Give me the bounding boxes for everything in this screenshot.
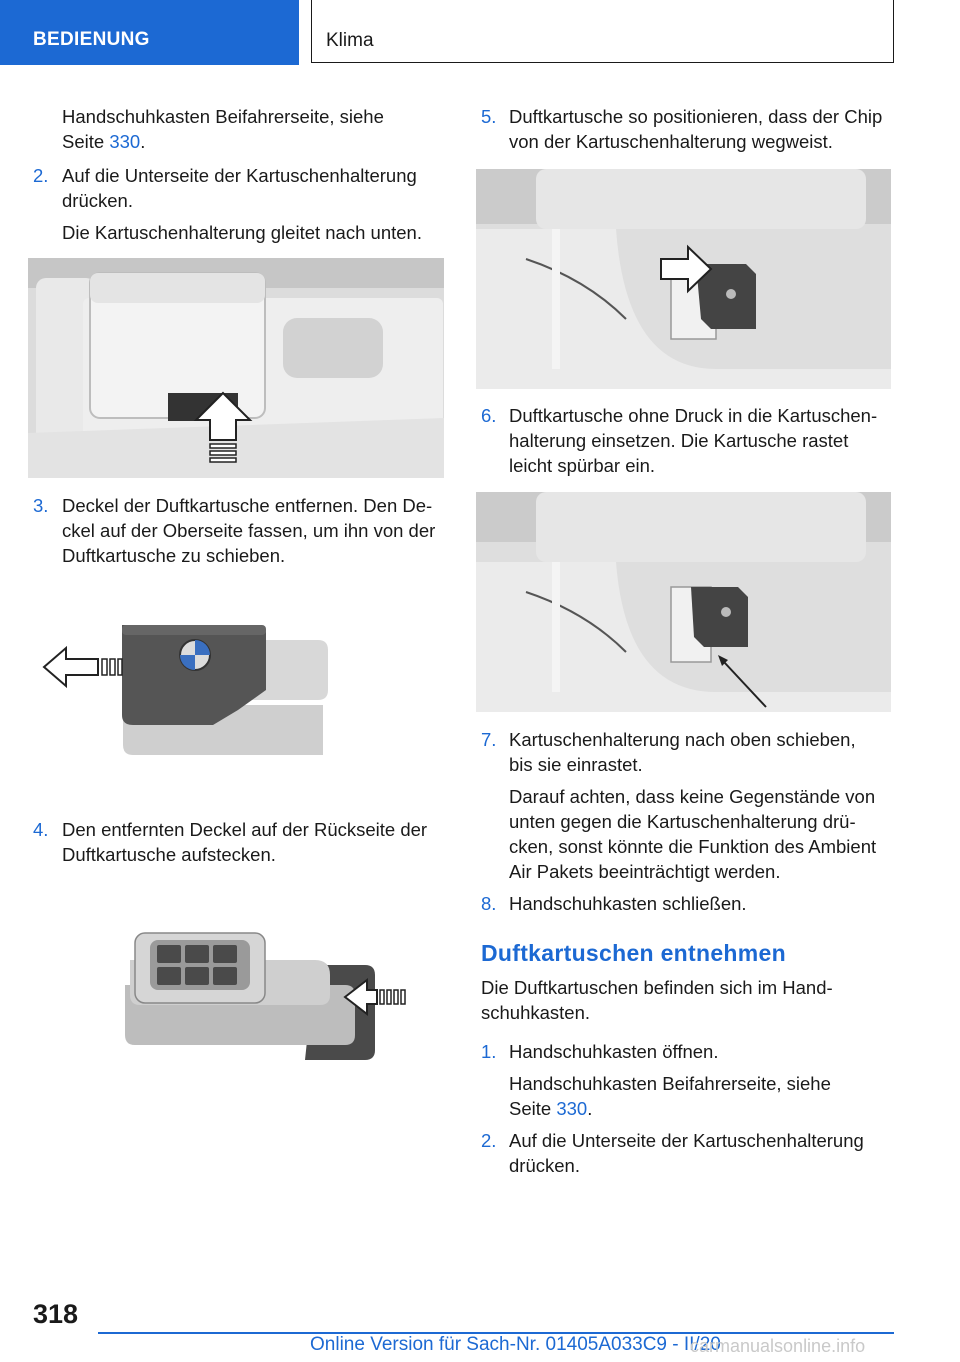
step-r1-sub-line-1: Handschuhkasten Beifahrerseite, siehe xyxy=(509,1073,831,1094)
step-2-result: Die Kartuschenhalterung gleitet nach unten. xyxy=(62,222,422,243)
step-number-4: 4. xyxy=(33,819,49,840)
step-5-line-1: Duftkartusche so positionieren, dass der Chip xyxy=(509,106,883,127)
online-version-text: Online Version für Sach-Nr. 01405A033C9 - II/20 xyxy=(310,1334,721,1355)
page-number: 318 xyxy=(33,1299,79,1329)
figure-attach-lid xyxy=(115,925,420,1065)
figure-holder-press-up xyxy=(28,258,444,478)
section-title: BEDIENUNG xyxy=(33,29,150,50)
step-3-line-1: Deckel der Duftkartusche entfernen. Den De- xyxy=(62,495,433,516)
intro-line-2: Seite 330. xyxy=(62,131,146,152)
step-6-line-3: leicht spürbar ein. xyxy=(509,455,656,476)
figure-remove-lid xyxy=(38,615,338,765)
figure-position-cartridge xyxy=(476,169,891,389)
step-2-line-2: drücken. xyxy=(62,190,133,211)
intro-paragraph-line-1: Die Duftkartuschen befinden sich im Hand- xyxy=(481,977,833,998)
step-5-line-2: von der Kartuschenhalterung wegweist. xyxy=(509,131,833,152)
step-number-7: 7. xyxy=(481,729,497,750)
step-7-line-2: bis sie einrastet. xyxy=(509,754,643,775)
chapter-title: Klima xyxy=(326,30,374,51)
step-number-5: 5. xyxy=(481,106,497,127)
page-link-330-right[interactable]: 330 xyxy=(556,1098,588,1119)
section-tab xyxy=(0,0,299,65)
step-7-note-line-4: Air Pakets beeinträchtigt werden. xyxy=(509,861,781,882)
page-link-330[interactable]: 330 xyxy=(109,131,141,152)
step-4-line-1: Den entfernten Deckel auf der Rückseite der xyxy=(62,819,428,840)
step-number-8: 8. xyxy=(481,893,497,914)
watermark: carmanualsonline.info xyxy=(690,1336,866,1356)
step-2-line-1: Auf die Unterseite der Kartuschenhalterung xyxy=(62,165,417,186)
step-r2-line-2: drücken. xyxy=(509,1155,580,1176)
step-6-line-2: halterung einsetzen. Die Kartusche rastet xyxy=(509,430,849,451)
step-7-note-line-2: unten gegen die Kartuschenhalterung drü- xyxy=(509,811,856,832)
section-heading: Duftkartuschen entnehmen xyxy=(481,940,786,966)
step-number-r1: 1. xyxy=(481,1041,497,1062)
step-7-line-1: Kartuschenhalterung nach oben schieben, xyxy=(509,729,856,750)
step-number-6: 6. xyxy=(481,405,497,426)
step-number-2: 2. xyxy=(33,165,49,186)
step-r1-line-1: Handschuhkasten öffnen. xyxy=(509,1041,719,1062)
intro-line-1: Handschuhkasten Beifahrerseite, siehe xyxy=(62,106,384,127)
step-7-note-line-3: cken, sonst könnte die Funktion des Ambient xyxy=(509,836,877,857)
step-4-line-2: Duftkartusche aufstecken. xyxy=(62,844,276,865)
step-7-note-line-1: Darauf achten, dass keine Gegenstände von xyxy=(509,786,876,807)
step-8-line-1: Handschuhkasten schließen. xyxy=(509,893,747,914)
step-r2-line-1: Auf die Unterseite der Kartuschenhalterung xyxy=(509,1130,864,1151)
step-6-line-1: Duftkartusche ohne Druck in die Kartuschen- xyxy=(509,405,878,426)
step-r1-sub-line-2: Seite 330. xyxy=(509,1098,593,1119)
step-3-line-2: ckel auf der Oberseite fassen, um ihn von der xyxy=(62,520,436,541)
figure-insert-cartridge xyxy=(476,492,891,712)
step-3-line-3: Duftkartusche zu schieben. xyxy=(62,545,286,566)
step-number-3: 3. xyxy=(33,495,49,516)
intro-paragraph-line-2: schuhkasten. xyxy=(481,1002,591,1023)
chapter-box xyxy=(311,0,894,63)
step-number-r2: 2. xyxy=(481,1130,497,1151)
